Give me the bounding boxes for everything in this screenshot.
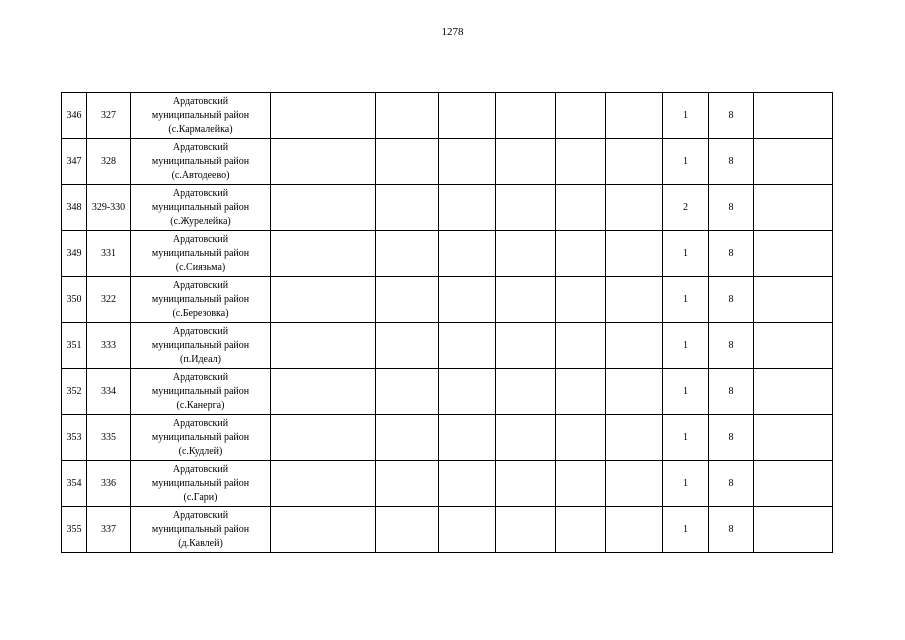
empty-cell bbox=[496, 139, 556, 185]
row-code-cell: 336 bbox=[87, 461, 131, 507]
district-name-line: муниципальный район bbox=[151, 247, 250, 259]
district-name-line: муниципальный район bbox=[151, 431, 250, 443]
value-cell: 8 bbox=[709, 277, 754, 323]
table-row bbox=[62, 415, 833, 461]
table-row bbox=[62, 461, 833, 507]
row-number-cell: 348 bbox=[62, 185, 87, 231]
district-name-line: (с.Березовка) bbox=[172, 307, 229, 319]
value-cell: 8 bbox=[709, 323, 754, 369]
district-name-line: Ардатовский bbox=[172, 463, 229, 475]
district-name-cell bbox=[131, 185, 271, 231]
row-code-cell: 328 bbox=[87, 139, 131, 185]
district-name-line: муниципальный район bbox=[151, 385, 250, 397]
district-name-line: Ардатовский bbox=[172, 95, 229, 107]
empty-cell bbox=[754, 461, 833, 507]
empty-cell bbox=[754, 277, 833, 323]
empty-cell bbox=[271, 139, 376, 185]
row-code-cell: 333 bbox=[87, 323, 131, 369]
district-name-line: (с.Кармалейка) bbox=[168, 123, 233, 135]
quantity-cell: 1 bbox=[663, 461, 709, 507]
table-row bbox=[62, 277, 833, 323]
quantity-cell: 1 bbox=[663, 277, 709, 323]
empty-cell bbox=[376, 415, 439, 461]
empty-cell bbox=[556, 507, 606, 553]
row-number-cell: 346 bbox=[62, 93, 87, 139]
empty-cell bbox=[496, 415, 556, 461]
table-row bbox=[62, 231, 833, 277]
empty-cell bbox=[556, 461, 606, 507]
row-code-cell: 331 bbox=[87, 231, 131, 277]
empty-cell bbox=[556, 93, 606, 139]
empty-cell bbox=[754, 507, 833, 553]
empty-cell bbox=[439, 93, 496, 139]
empty-cell bbox=[496, 507, 556, 553]
empty-cell bbox=[271, 461, 376, 507]
quantity-cell: 1 bbox=[663, 369, 709, 415]
district-name-line: Ардатовский bbox=[172, 279, 229, 291]
quantity-cell: 1 bbox=[663, 231, 709, 277]
empty-cell bbox=[754, 323, 833, 369]
empty-cell bbox=[376, 185, 439, 231]
quantity-cell: 1 bbox=[663, 93, 709, 139]
empty-cell bbox=[606, 277, 663, 323]
empty-cell bbox=[376, 277, 439, 323]
empty-cell bbox=[376, 231, 439, 277]
empty-cell bbox=[556, 139, 606, 185]
quantity-cell: 2 bbox=[663, 185, 709, 231]
row-number-cell: 351 bbox=[62, 323, 87, 369]
empty-cell bbox=[376, 93, 439, 139]
district-name-cell bbox=[131, 277, 271, 323]
empty-cell bbox=[496, 369, 556, 415]
district-name-line: муниципальный район bbox=[151, 477, 250, 489]
empty-cell bbox=[606, 185, 663, 231]
district-name-line: муниципальный район bbox=[151, 155, 250, 167]
empty-cell bbox=[376, 507, 439, 553]
row-number-cell: 349 bbox=[62, 231, 87, 277]
district-name-cell bbox=[131, 231, 271, 277]
district-name-line: Ардатовский bbox=[172, 233, 229, 245]
value-cell: 8 bbox=[709, 231, 754, 277]
empty-cell bbox=[754, 185, 833, 231]
row-number-cell: 354 bbox=[62, 461, 87, 507]
empty-cell bbox=[496, 185, 556, 231]
empty-cell bbox=[439, 323, 496, 369]
empty-cell bbox=[439, 231, 496, 277]
district-name-cell bbox=[131, 461, 271, 507]
table-row bbox=[62, 507, 833, 553]
empty-cell bbox=[606, 461, 663, 507]
district-name-cell bbox=[131, 93, 271, 139]
empty-cell bbox=[496, 93, 556, 139]
value-cell: 8 bbox=[709, 461, 754, 507]
district-name-cell bbox=[131, 415, 271, 461]
row-number-cell: 353 bbox=[62, 415, 87, 461]
quantity-cell: 1 bbox=[663, 323, 709, 369]
value-cell: 8 bbox=[709, 93, 754, 139]
empty-cell bbox=[556, 369, 606, 415]
district-name-line: Ардатовский bbox=[172, 187, 229, 199]
empty-cell bbox=[754, 139, 833, 185]
empty-cell bbox=[606, 323, 663, 369]
district-name-cell bbox=[131, 139, 271, 185]
district-name-line: (с.Кудлей) bbox=[178, 445, 223, 457]
empty-cell bbox=[271, 231, 376, 277]
row-code-cell: 334 bbox=[87, 369, 131, 415]
value-cell: 8 bbox=[709, 185, 754, 231]
empty-cell bbox=[754, 415, 833, 461]
value-cell: 8 bbox=[709, 507, 754, 553]
district-name-line: Ардатовский bbox=[172, 325, 229, 337]
empty-cell bbox=[271, 507, 376, 553]
district-name-line: (с.Автодеево) bbox=[171, 169, 230, 181]
empty-cell bbox=[271, 185, 376, 231]
page-number: 1278 bbox=[441, 26, 464, 38]
district-name-line: (с.Журелейка) bbox=[170, 215, 231, 227]
table-row bbox=[62, 93, 833, 139]
district-name-line: муниципальный район bbox=[151, 109, 250, 121]
empty-cell bbox=[439, 185, 496, 231]
empty-cell bbox=[376, 369, 439, 415]
quantity-cell: 1 bbox=[663, 415, 709, 461]
empty-cell bbox=[271, 369, 376, 415]
row-code-cell: 337 bbox=[87, 507, 131, 553]
row-number-cell: 352 bbox=[62, 369, 87, 415]
district-name-line: (с.Сиязьма) bbox=[175, 261, 226, 273]
row-code-cell: 335 bbox=[87, 415, 131, 461]
empty-cell bbox=[439, 369, 496, 415]
empty-cell bbox=[271, 93, 376, 139]
district-name-cell bbox=[131, 507, 271, 553]
empty-cell bbox=[754, 93, 833, 139]
empty-cell bbox=[556, 277, 606, 323]
table-row bbox=[62, 369, 833, 415]
district-name-line: (с.Канерга) bbox=[176, 399, 225, 411]
district-name-line: Ардатовский bbox=[172, 371, 229, 383]
district-name-cell bbox=[131, 323, 271, 369]
empty-cell bbox=[439, 139, 496, 185]
district-name-line: (д.Кавлей) bbox=[178, 537, 223, 549]
table-row bbox=[62, 139, 833, 185]
empty-cell bbox=[271, 415, 376, 461]
value-cell: 8 bbox=[709, 139, 754, 185]
empty-cell bbox=[496, 277, 556, 323]
district-name-line: Ардатовский bbox=[172, 509, 229, 521]
value-cell: 8 bbox=[709, 415, 754, 461]
empty-cell bbox=[556, 323, 606, 369]
quantity-cell: 1 bbox=[663, 139, 709, 185]
empty-cell bbox=[439, 277, 496, 323]
empty-cell bbox=[376, 323, 439, 369]
row-code-cell: 327 bbox=[87, 93, 131, 139]
empty-cell bbox=[754, 369, 833, 415]
empty-cell bbox=[606, 415, 663, 461]
empty-cell bbox=[606, 139, 663, 185]
empty-cell bbox=[754, 231, 833, 277]
row-number-cell: 355 bbox=[62, 507, 87, 553]
district-name-line: муниципальный район bbox=[151, 523, 250, 535]
empty-cell bbox=[496, 231, 556, 277]
empty-cell bbox=[606, 507, 663, 553]
empty-cell bbox=[376, 461, 439, 507]
row-number-cell: 347 bbox=[62, 139, 87, 185]
registry-table bbox=[61, 92, 833, 553]
empty-cell bbox=[556, 415, 606, 461]
empty-cell bbox=[556, 185, 606, 231]
empty-cell bbox=[439, 461, 496, 507]
district-name-line: муниципальный район bbox=[151, 293, 250, 305]
empty-cell bbox=[606, 369, 663, 415]
district-name-line: Ардатовский bbox=[172, 141, 229, 153]
empty-cell bbox=[271, 277, 376, 323]
district-name-cell bbox=[131, 369, 271, 415]
empty-cell bbox=[439, 507, 496, 553]
district-name-line: муниципальный район bbox=[151, 339, 250, 351]
quantity-cell: 1 bbox=[663, 507, 709, 553]
empty-cell bbox=[376, 139, 439, 185]
empty-cell bbox=[606, 231, 663, 277]
empty-cell bbox=[271, 323, 376, 369]
empty-cell bbox=[496, 323, 556, 369]
row-code-cell: 322 bbox=[87, 277, 131, 323]
empty-cell bbox=[556, 231, 606, 277]
district-name-line: Ардатовский bbox=[172, 417, 229, 429]
registry-table-body bbox=[62, 93, 833, 553]
district-name-line: муниципальный район bbox=[151, 201, 250, 213]
row-code-cell: 329-330 bbox=[87, 185, 131, 231]
table-row bbox=[62, 323, 833, 369]
district-name-line: (п.Идеал) bbox=[180, 353, 221, 365]
empty-cell bbox=[496, 461, 556, 507]
value-cell: 8 bbox=[709, 369, 754, 415]
empty-cell bbox=[606, 93, 663, 139]
district-name-line: (с.Гари) bbox=[183, 491, 218, 503]
row-number-cell: 350 bbox=[62, 277, 87, 323]
table-row bbox=[62, 185, 833, 231]
empty-cell bbox=[439, 415, 496, 461]
